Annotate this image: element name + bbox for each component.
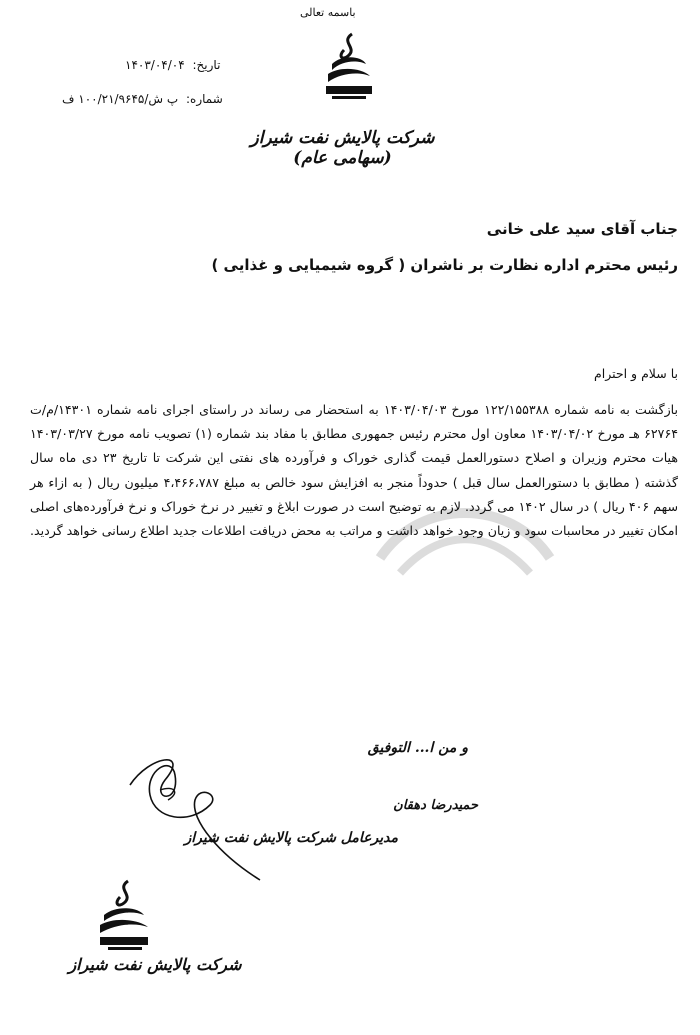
date-line xyxy=(125,58,220,72)
closing-phrase: و من ا... التوفیق xyxy=(367,740,468,756)
greeting: با سلام و احترام xyxy=(594,366,678,381)
signer-name: حمیدرضا دهقان xyxy=(393,798,478,813)
number-label: شماره: xyxy=(186,92,223,106)
date-label: تاریخ: xyxy=(192,58,221,72)
letter-body: بازگشت به نامه شماره ۱۲۲/۱۵۵۳۸۸ مورخ ۱۴۰۳/۰۴/۰۳ به استحضار می رساند در راستای اجرای نامه شماره ۱۴۳۰۱/م/ت ۶۲۷۶۴ هـ مورخ ۱۴۰۳/۰۴/۰۲ معاون اول محترم رئیس جمهوری مطابق با مفاد بند شماره (۱) تصویب نامه مورخ ۱۴۰۳/۰۳/۲۷ هیات محترم وزیران و اصلاح دستورالعمل قیمت گذاری خوراک و فرآورده های نفتی این شرکت تا تاریخ ۲۳ دی ماه سال گذشته ( مطابق با دستورالعمل سال قبل ) حدوداً منجر به افزایش سود خالص به مبلغ ۴،۴۶۶،۷۸۷ میلیون ریال ( به ازاء هر سهم ۴۰۶ ریال ) در سال ۱۴۰۲ می گردد. لازم به توضیح است در صورت ابلاغ و تغییر در نرخ خوراک و نرخ فرآورده‌های اصلی امکان تغییر در محاسبات سود و زیان وجود خواهد داشت و مراتب به محض دریافت اطلاعات جدید اطلاع رسانی خواهد گردید. xyxy=(29,402,679,539)
signer-title: مدیرعامل شرکت پالایش نفت شیراز xyxy=(184,830,398,846)
date-value: ۱۴۰۳/۰۴/۰۴ xyxy=(125,58,185,72)
addressee-title: رئیس محترم اداره نظارت بر ناشران ( گروه شیمیایی و غذایی ) xyxy=(211,256,678,274)
number-value: پ ش/۱۰۰/۲۱/۹۶۴۵ ف xyxy=(62,92,179,106)
number-line xyxy=(62,92,223,106)
stamp-company-name: شرکت پالایش نفت شیراز xyxy=(68,955,242,974)
invocation-text: باسمه تعالی xyxy=(300,6,356,19)
signature-icon xyxy=(120,745,270,885)
company-header: شرکت پالایش نفت شیراز (سهامی عام) xyxy=(250,128,435,168)
company-logo-icon xyxy=(318,30,380,110)
addressee-name: جناب آقای سید علی خانی xyxy=(486,220,678,238)
